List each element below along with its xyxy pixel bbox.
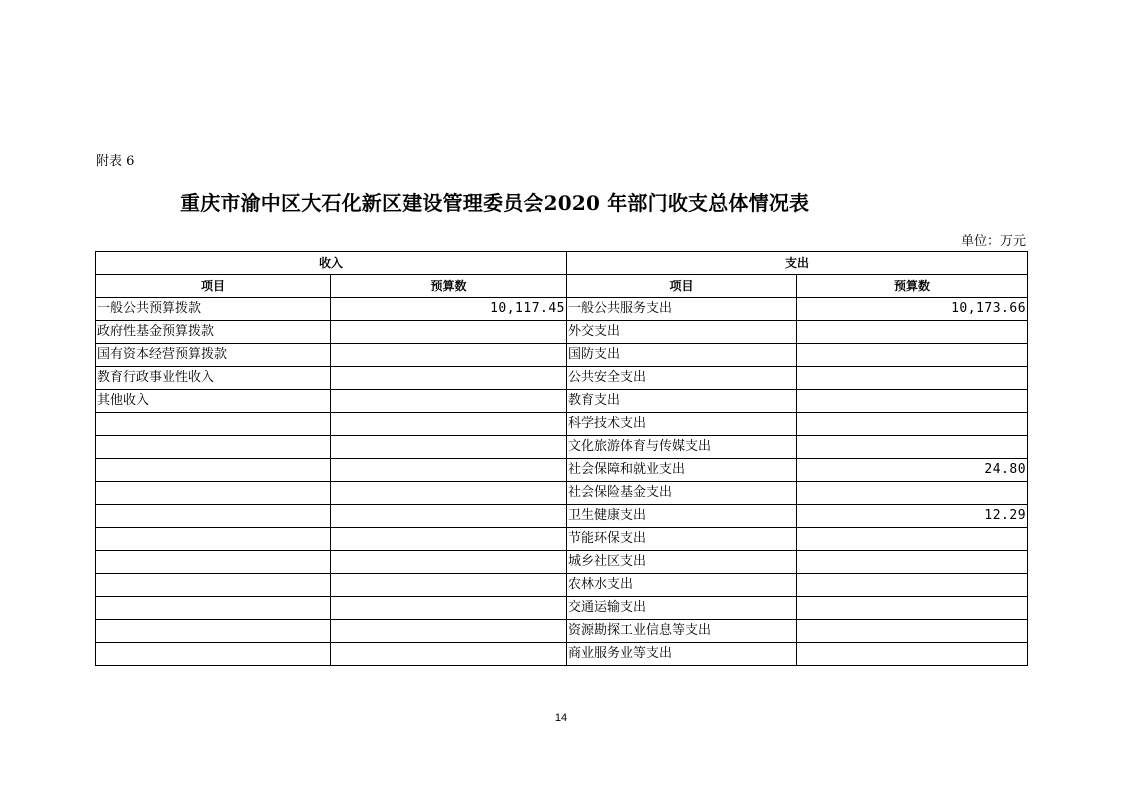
- group-header-row: [96, 252, 1028, 275]
- income-item-cell: [96, 413, 331, 436]
- income-item-cell: 一般公共预算拨款: [96, 298, 331, 321]
- income-amount-cell: [331, 551, 567, 574]
- table-row: [96, 620, 1028, 643]
- income-item-cell: [96, 436, 331, 459]
- expense-amount-cell: [797, 321, 1028, 344]
- income-item-cell: [96, 459, 331, 482]
- expense-amount-cell: 12.29: [797, 505, 1028, 528]
- income-amount-cell: [331, 597, 567, 620]
- income-amount-cell: [331, 482, 567, 505]
- page-number: 14: [554, 712, 568, 724]
- income-amount-cell: [331, 390, 567, 413]
- income-amount-cell: [331, 413, 567, 436]
- expense-amount-cell: 24.80: [797, 459, 1028, 482]
- table-row: [96, 459, 1028, 482]
- income-amount-cell: [331, 436, 567, 459]
- table-row: [96, 505, 1028, 528]
- income-item-cell: [96, 505, 331, 528]
- table-row: [96, 321, 1028, 344]
- expense-group-header: 支出: [567, 252, 1028, 275]
- table-body: [96, 298, 1028, 666]
- income-amount-cell: [331, 574, 567, 597]
- income-amount-cell: [331, 459, 567, 482]
- income-item-cell: [96, 528, 331, 551]
- income-amount-cell: [331, 528, 567, 551]
- expense-amount-cell: [797, 482, 1028, 505]
- income-item-cell: 政府性基金预算拨款: [96, 321, 331, 344]
- expense-item-cell: 科学技术支出: [567, 413, 797, 436]
- income-item-cell: [96, 551, 331, 574]
- income-amount-cell: [331, 643, 567, 666]
- expense-amount-cell: [797, 436, 1028, 459]
- budget-table: [95, 251, 1028, 666]
- income-item-cell: [96, 482, 331, 505]
- expense-amount-cell: [797, 390, 1028, 413]
- income-item-cell: 国有资本经营预算拨款: [96, 344, 331, 367]
- income-item-cell: 其他收入: [96, 390, 331, 413]
- table-row: [96, 551, 1028, 574]
- expense-amount-header: 预算数: [797, 275, 1028, 298]
- table-row: [96, 597, 1028, 620]
- income-amount-cell: [331, 620, 567, 643]
- expense-item-header: 项目: [567, 275, 797, 298]
- table-row: [96, 643, 1028, 666]
- expense-amount-cell: 10,173.66: [797, 298, 1028, 321]
- expense-item-cell: 卫生健康支出: [567, 505, 797, 528]
- table-row: [96, 436, 1028, 459]
- income-group-header: 收入: [96, 252, 567, 275]
- expense-item-cell: 社会保险基金支出: [567, 482, 797, 505]
- expense-amount-cell: [797, 551, 1028, 574]
- income-amount-cell: [331, 367, 567, 390]
- income-amount-cell: 10,117.45: [331, 298, 567, 321]
- expense-item-cell: 外交支出: [567, 321, 797, 344]
- expense-item-cell: 资源勘探工业信息等支出: [567, 620, 797, 643]
- expense-amount-cell: [797, 413, 1028, 436]
- expense-item-cell: 交通运输支出: [567, 597, 797, 620]
- income-amount-cell: [331, 505, 567, 528]
- expense-item-cell: 文化旅游体育与传媒支出: [567, 436, 797, 459]
- income-item-cell: [96, 597, 331, 620]
- expense-item-cell: 一般公共服务支出: [567, 298, 797, 321]
- expense-amount-cell: [797, 643, 1028, 666]
- table-row: [96, 574, 1028, 597]
- expense-item-cell: 商业服务业等支出: [567, 643, 797, 666]
- income-item-header: 项目: [96, 275, 331, 298]
- unit-label: 单位：万元: [960, 234, 1026, 249]
- expense-item-cell: 社会保障和就业支出: [567, 459, 797, 482]
- table-row: [96, 413, 1028, 436]
- expense-item-cell: 节能环保支出: [567, 528, 797, 551]
- expense-item-cell: 公共安全支出: [567, 367, 797, 390]
- page-title: 重庆市渝中区大石化新区建设管理委员会2020 年部门收支总体情况表: [180, 191, 810, 215]
- table-row: [96, 298, 1028, 321]
- income-item-cell: [96, 643, 331, 666]
- expense-item-cell: 农林水支出: [567, 574, 797, 597]
- table-row: [96, 367, 1028, 390]
- income-item-cell: 教育行政事业性收入: [96, 367, 331, 390]
- income-item-cell: [96, 574, 331, 597]
- income-amount-header: 预算数: [331, 275, 567, 298]
- expense-item-cell: 城乡社区支出: [567, 551, 797, 574]
- expense-amount-cell: [797, 528, 1028, 551]
- expense-amount-cell: [797, 574, 1028, 597]
- expense-amount-cell: [797, 597, 1028, 620]
- income-item-cell: [96, 620, 331, 643]
- column-header-row: [96, 275, 1028, 298]
- income-amount-cell: [331, 344, 567, 367]
- table-row: [96, 390, 1028, 413]
- income-amount-cell: [331, 321, 567, 344]
- table-row: [96, 344, 1028, 367]
- expense-amount-cell: [797, 344, 1028, 367]
- table-row: [96, 482, 1028, 505]
- expense-item-cell: 教育支出: [567, 390, 797, 413]
- expense-amount-cell: [797, 367, 1028, 390]
- table-row: [96, 528, 1028, 551]
- expense-amount-cell: [797, 620, 1028, 643]
- expense-item-cell: 国防支出: [567, 344, 797, 367]
- appendix-label: 附表 6: [96, 154, 135, 169]
